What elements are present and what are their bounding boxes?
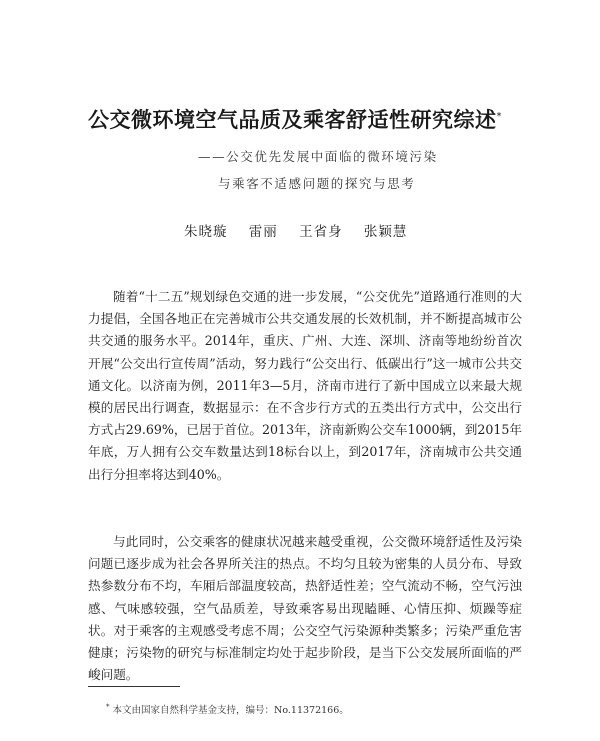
body-paragraph-1: 随着“十二五”规划绿色交通的进一步发展，“公交优先”道路通行准则的大力提倡，全国各地正在完善城市公共交通发展的长效机制，并不断提高城市公共交通的服务水平。2014年，重庆、广州、大连、深圳、济南等地纷纷首次开展“公交出行宣传周”活动，努力践行“公交出行、低碳出行”这一城市公共交通文化。以济南为例，2011年3—5月，济南市进行了新中国成立以来最大规模的居民出行调查，数据显示：在不含步行方式的五类出行方式中，公交出行方式占29.69%，已居于首位。2013年，济南新购公交车1000辆，到2015年年底，万人拥有公交车数量达到18标台以上，到2017年，济南城市公共交通出行分担率将达到40%。 (88, 289, 522, 482)
author-list (184, 220, 423, 240)
article-title (88, 104, 528, 134)
article-title-text: 公交微环境空气品质及乘客舒适性研究综述 (88, 108, 497, 132)
subtitle-line-1: ——公交优先发展中面临的微环境污染 (198, 149, 438, 164)
footnote-text: 本文由国家自然科学基金支持，编号：No.11372166。 (112, 705, 349, 716)
footnote-mark: * (106, 702, 110, 711)
title-footnote-mark: * (496, 111, 502, 122)
author-name: 朱晓璇 (184, 224, 228, 240)
body-paragraph-2: 与此同时，公交乘客的健康状况越来越受重视，公交微环境舒适性及污染问题已逐步成为社会各界所关注的热点。不均匀且较为密集的人员分布、导致热参数分布不均，车厢后部温度较高，热舒适性差；空气流动不畅，空气污浊感、气味感较强，空气品质差，导致乘客易出现瞌睡、心情压抑、烦躁等症状。对于乘客的主观感受考虑不周；公交空气污染源种类繁多；污染严重危害健康；污染物的研究与标准制定均处于起步阶段，是当下公交发展所面临的严峻问题。 (88, 534, 522, 683)
author-name: 王省身 (299, 224, 343, 240)
footnote-divider (88, 686, 180, 687)
subtitle-line-2: 与乘客不适感问题的探究与思考 (218, 176, 416, 191)
author-name: 张颖慧 (363, 224, 408, 240)
author-name: 雷丽 (248, 224, 278, 240)
footnote (106, 702, 349, 716)
